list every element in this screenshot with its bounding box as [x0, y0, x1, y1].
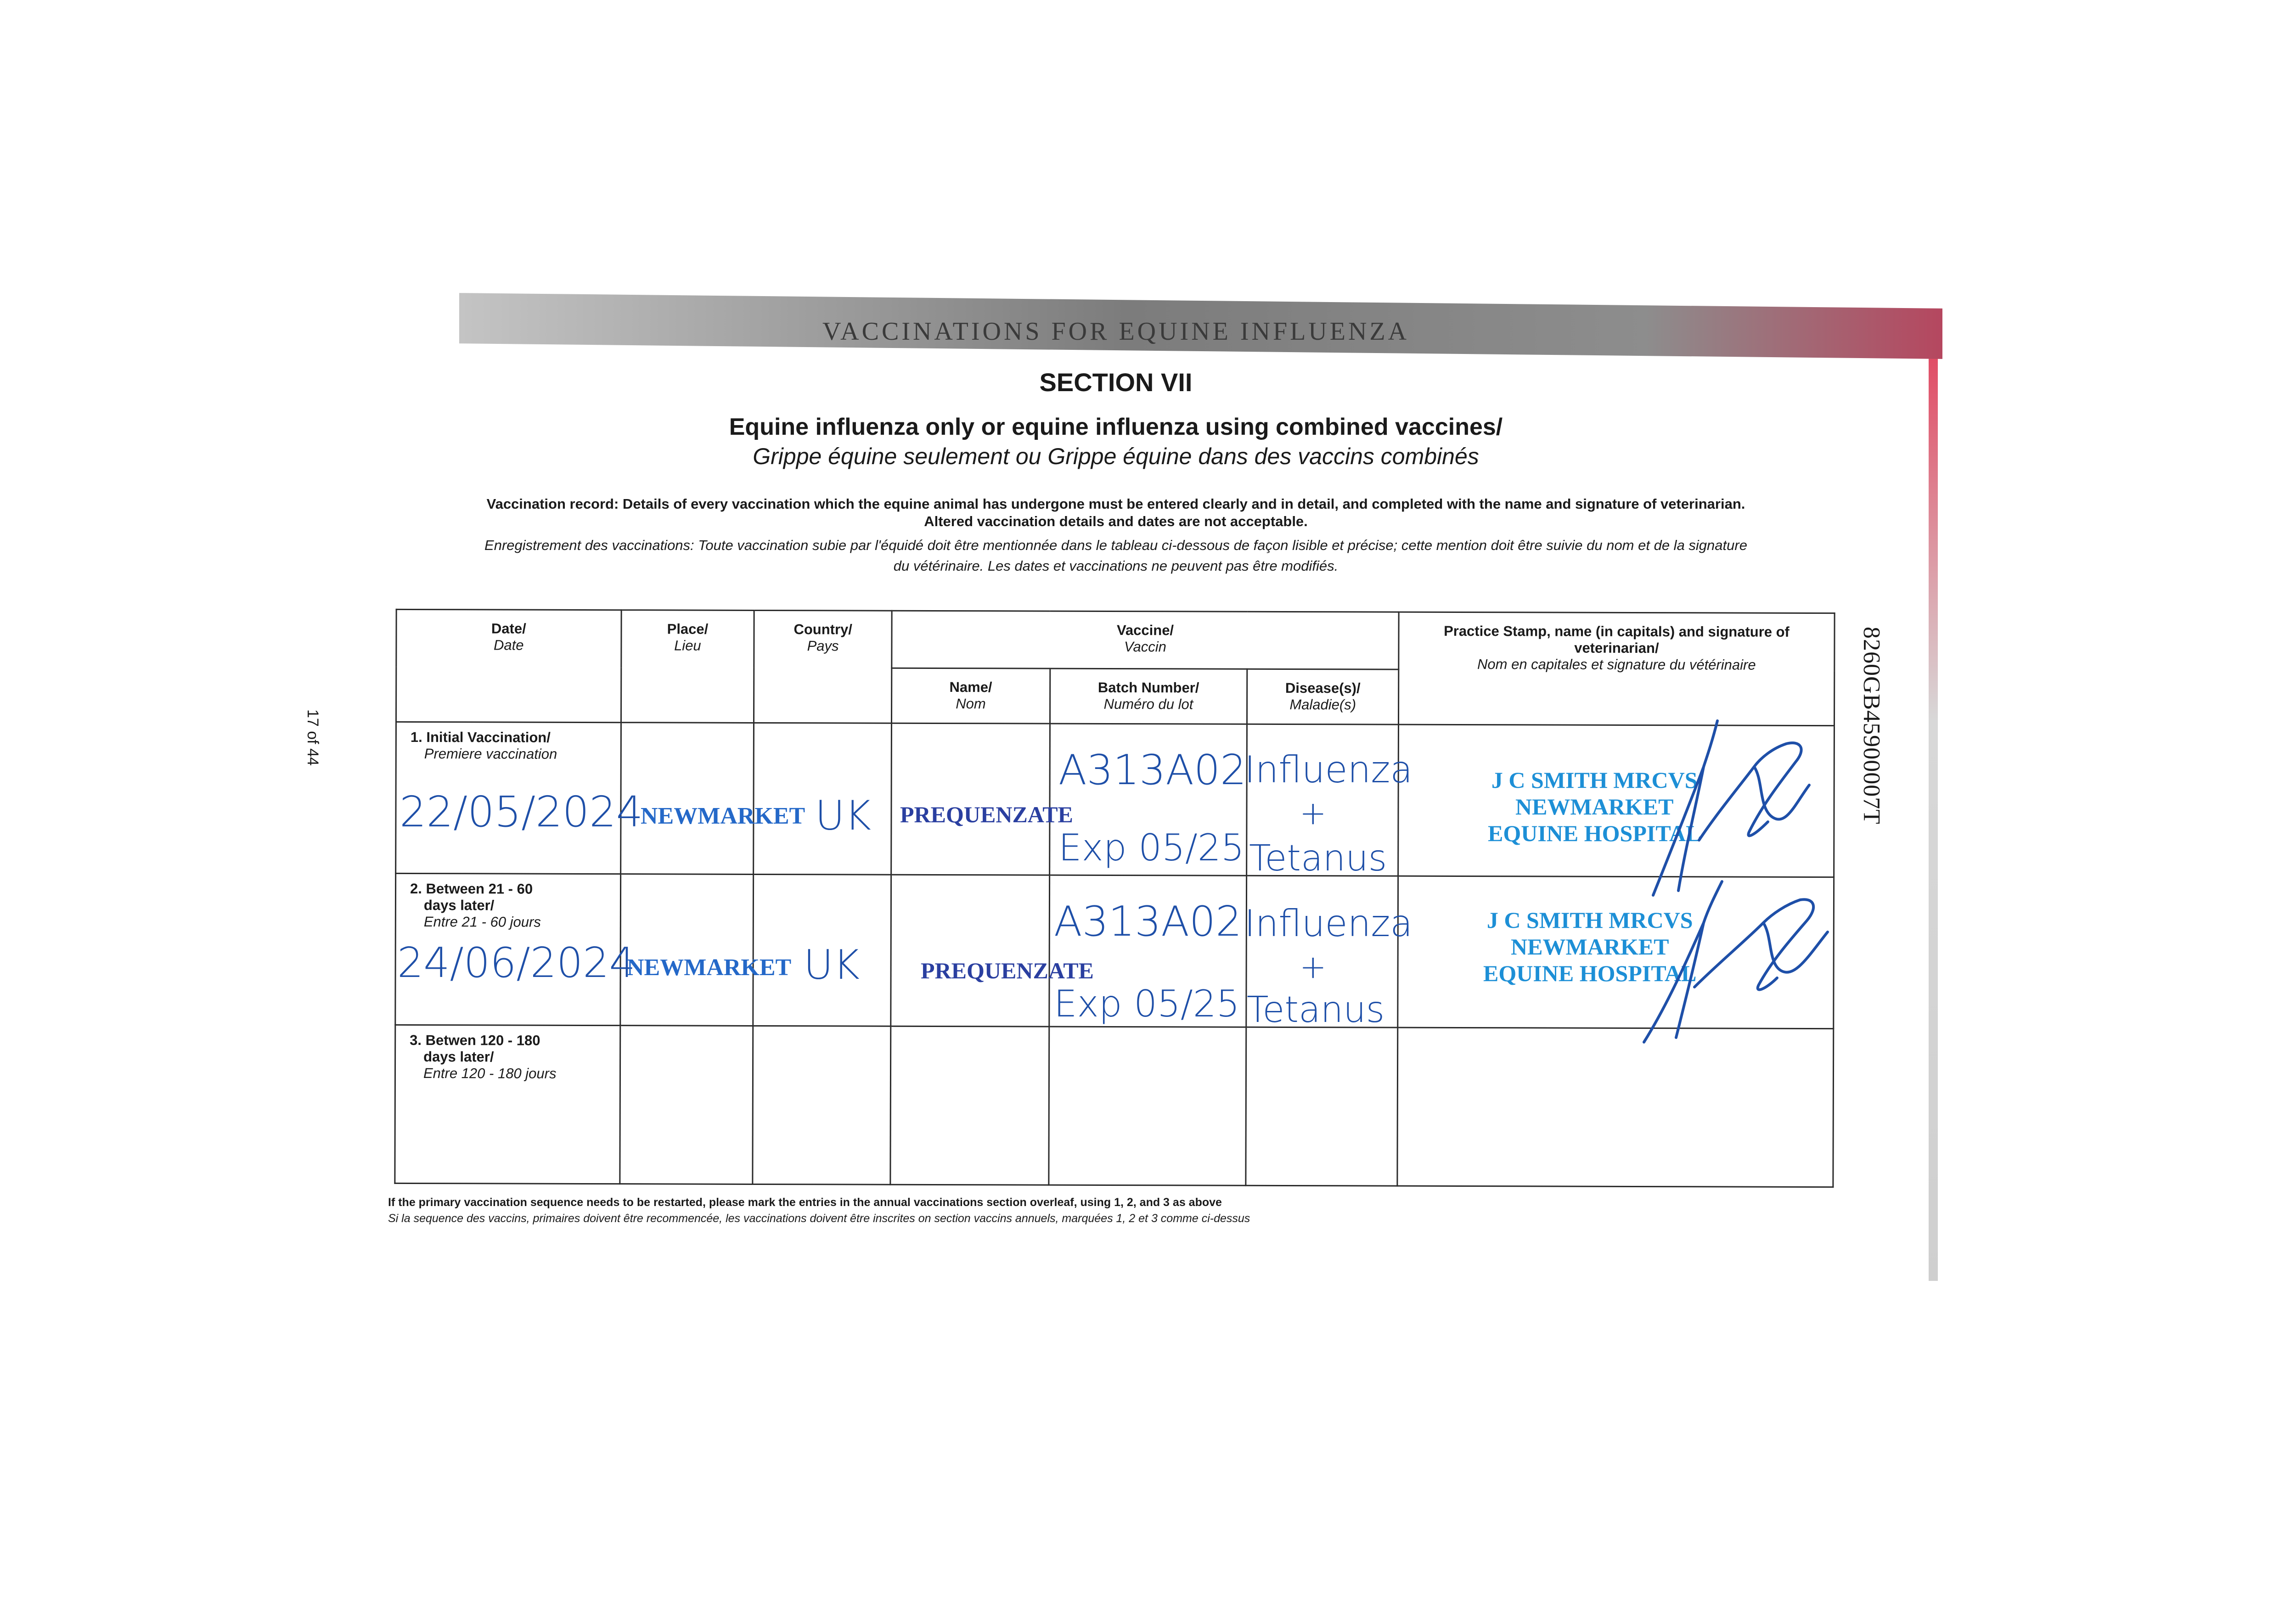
- header-date: Date/ Date: [396, 609, 621, 722]
- row1-disease-plus: +: [1300, 794, 1327, 832]
- footer-fr: Si la sequence des vaccins, primaires doivent être recommencée, les vaccinations doivent être inscrites on section vaccins annuels, marquées 1, 2 et 3 comme ci-dessus: [388, 1212, 1250, 1225]
- row2-expiry: Exp 05/25: [1054, 982, 1240, 1025]
- row2-signature: [1635, 872, 1846, 1047]
- row2-country: UK: [804, 941, 860, 988]
- record-fr-line2: du vétérinaire. Les dates et vaccinations ne peuvent pas être modifiés.: [893, 558, 1339, 574]
- header-disease: Disease(s)/ Maladie(s): [1247, 669, 1399, 724]
- row1-country: UK: [815, 792, 872, 839]
- header-name: Name/ Nom: [892, 668, 1050, 724]
- row2-disease1: Influenza: [1244, 902, 1413, 945]
- row1-batch: A313A02: [1058, 746, 1247, 794]
- row2-disease2: Tetanus: [1247, 989, 1385, 1031]
- record-fr-line1: Enregistrement des vaccinations: Toute vaccination subie par l'équidé doit être mentionnée dans le tableau ci-dessous de façon lisible et précise; cette mention doit être suivie du nom et de la signature: [484, 537, 1747, 553]
- record-en-line1: Vaccination record: Details of every vaccination which the equine animal has undergone must be entered clearly and in detail, and completed with the name and signature of veterinarian.: [486, 496, 1745, 512]
- row1-stamp: J C SMITH MRCVS NEWMARKET EQUINE HOSPITAL: [1488, 767, 1701, 846]
- page-number: 17 of 44: [304, 709, 321, 766]
- row1-date: 22/05/2024: [400, 787, 643, 836]
- section-title: SECTION VII: [1039, 368, 1193, 397]
- table-row: [395, 1025, 1834, 1187]
- heading-fr: Grippe équine seulement ou Grippe équine dans des vaccins combinés: [753, 443, 1479, 469]
- paper-edge: [1929, 349, 1938, 1281]
- row1-disease1: Influenza: [1244, 748, 1413, 791]
- footer-en: If the primary vaccination sequence needs to be restarted, please mark the entries in the annual vaccinations section overleaf, using 1, 2, and 3 as above: [388, 1196, 1222, 1209]
- heading-en: Equine influenza only or equine influenza using combined vaccines/: [729, 414, 1503, 440]
- header-vaccine: Vaccine/ Vaccin: [892, 611, 1399, 669]
- row2-place: NEWMARKET: [627, 954, 792, 981]
- row1-disease2: Tetanus: [1249, 838, 1387, 879]
- row2-disease-plus: +: [1300, 948, 1327, 986]
- header-place: Place/ Lieu: [621, 610, 754, 723]
- record-en-line2: Altered vaccination details and dates are not acceptable.: [924, 513, 1308, 529]
- row2-stamp: J C SMITH MRCVS NEWMARKET EQUINE HOSPITAL: [1483, 907, 1697, 986]
- row1-label: 1. Initial Vaccination/ Premiere vaccination: [396, 722, 621, 874]
- row1-vaccine-name: PREQUENZATE: [900, 802, 1073, 827]
- row1-expiry: Exp 05/25: [1058, 826, 1244, 869]
- row3-label: 3. Betwen 120 - 180 days later/ Entre 120 - 180 jours: [395, 1025, 620, 1184]
- header-batch: Batch Number/ Numéro du lot: [1050, 668, 1247, 724]
- banner-title: VACCINATIONS FOR EQUINE INFLUENZA: [822, 317, 1410, 346]
- header-country: Country/ Pays: [754, 610, 892, 723]
- header-stamp: Practice Stamp, name (in capitals) and signature of veterinarian/ Nom en capitales et signature du vétérinaire: [1398, 612, 1835, 725]
- document-id: 8260GB45900007T: [1858, 627, 1885, 825]
- row2-label: 2. Between 21 - 60 days later/ Entre 21 - 60 jours: [395, 873, 620, 1025]
- row2-vaccine-name: PREQUENZATE: [921, 958, 1094, 983]
- row2-batch: A313A02: [1054, 898, 1242, 946]
- row1-place: NEWMARKET: [641, 803, 805, 829]
- row2-date: 24/06/2024: [397, 939, 636, 987]
